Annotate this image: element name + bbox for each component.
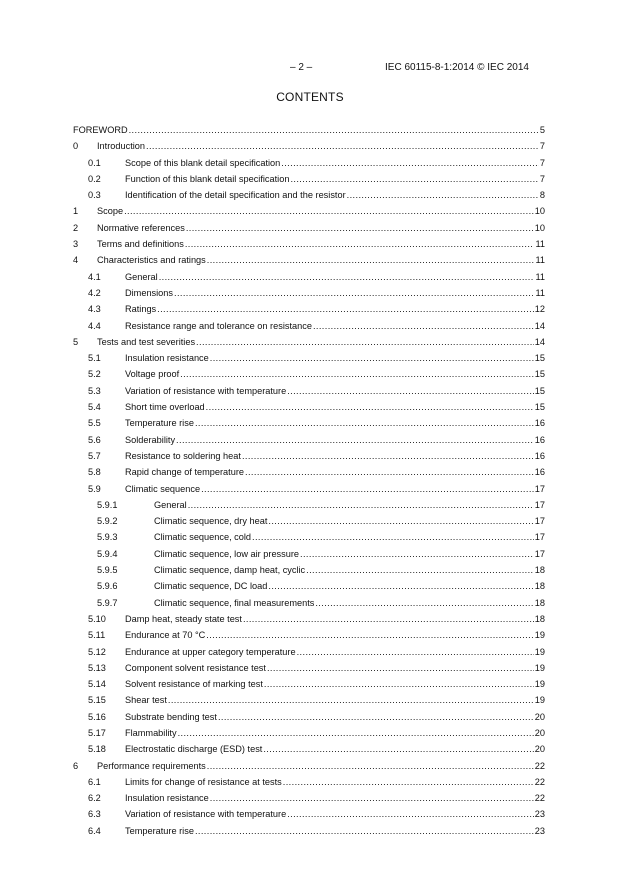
- dot-leader: [168, 694, 534, 706]
- toc-entry-title: Climatic sequence, low air pressure: [154, 548, 300, 559]
- dot-leader: [178, 727, 534, 739]
- toc-entry[interactable]: [73, 580, 545, 596]
- toc-entry-page: 15: [534, 369, 545, 380]
- toc-entry-number: 0.2: [88, 173, 101, 184]
- dot-leader: [176, 434, 534, 446]
- toc-entry-title: Performance requirements: [97, 760, 206, 771]
- toc-entry[interactable]: [73, 808, 545, 824]
- toc-entry[interactable]: [73, 629, 545, 645]
- dot-leader: [315, 597, 533, 609]
- dot-leader: [186, 222, 534, 234]
- toc-entry-page: 22: [534, 776, 545, 787]
- toc-entry-page: 19: [534, 630, 545, 641]
- toc-entry[interactable]: [73, 613, 545, 629]
- toc-entry-page: 18: [534, 613, 545, 624]
- dot-leader: [206, 629, 533, 641]
- toc-entry-number: 5.18: [88, 744, 106, 755]
- toc-entry-title: Rapid change of temperature: [125, 467, 245, 478]
- toc-entry-number: 6.3: [88, 809, 101, 820]
- toc-entry-number: 0: [73, 141, 79, 152]
- toc-entry-title: Terms and definitions: [97, 239, 184, 250]
- toc-entry[interactable]: [73, 401, 545, 417]
- toc-entry-title: Climatic sequence, cold: [154, 532, 252, 543]
- toc-entry[interactable]: [73, 368, 545, 384]
- toc-entry-page: 19: [534, 695, 545, 706]
- dot-leader: [207, 254, 535, 266]
- toc-entry-title: Insulation resistance: [125, 353, 209, 364]
- toc-entry-title: Scope of this blank detail specification: [125, 157, 281, 168]
- toc-entry-page: 15: [534, 402, 545, 413]
- toc-entry-number: 5.9.7: [97, 597, 118, 608]
- toc-entry-page: 14: [534, 336, 545, 347]
- toc-entry[interactable]: [73, 450, 545, 466]
- toc-entry-number: 3: [73, 239, 79, 250]
- toc-entry-title: FOREWORD: [73, 125, 128, 135]
- toc-entry[interactable]: [73, 287, 545, 303]
- toc-entry-title: Climatic sequence, final measurements: [154, 597, 315, 608]
- toc-entry-title: Resistance range and tolerance on resistance: [125, 320, 312, 331]
- toc-entry-number: 5.9.6: [97, 581, 118, 592]
- toc-entry-page: 15: [534, 353, 545, 364]
- toc-entry-title: Ratings: [125, 304, 157, 315]
- dot-leader: [264, 678, 534, 690]
- toc-entry-title: Damp heat, steady state test: [125, 613, 242, 624]
- toc-entry[interactable]: [73, 189, 545, 205]
- toc-entry-number: 5.5: [88, 418, 101, 429]
- toc-entry-number: 5.15: [88, 695, 106, 706]
- toc-entry-page: 18: [534, 581, 545, 592]
- toc-entry-page: 20: [534, 711, 545, 722]
- toc-entry-page: 11: [535, 271, 545, 282]
- toc-entry-title: Endurance at upper category temperature: [125, 646, 296, 657]
- toc-entry-number: 5.6: [88, 434, 101, 445]
- toc-entry[interactable]: [73, 597, 545, 613]
- toc-entry-page: 18: [534, 597, 545, 608]
- toc-entry-page: 19: [534, 662, 545, 673]
- toc-entry[interactable]: [73, 711, 545, 727]
- toc-entry-page: 10: [534, 222, 545, 233]
- dot-leader: [180, 368, 534, 380]
- dot-leader: [347, 189, 539, 201]
- toc-entry-page: 17: [534, 499, 545, 510]
- toc-entry-number: 4.4: [88, 320, 101, 331]
- toc-entry-title: Limits for change of resistance at tests: [125, 776, 282, 787]
- toc-entry-page: 14: [534, 320, 545, 331]
- toc-entry-title: Substrate bending test: [125, 711, 217, 722]
- toc-entry[interactable]: [73, 385, 545, 401]
- toc-entry-number: 5.9.4: [97, 548, 118, 559]
- dot-leader: [188, 499, 534, 511]
- toc-entry-number: 5.9.5: [97, 565, 118, 576]
- toc-entry[interactable]: [73, 124, 545, 140]
- toc-entry[interactable]: [73, 466, 545, 482]
- toc-entry-page: 18: [534, 565, 545, 576]
- toc-entry[interactable]: [73, 336, 545, 352]
- toc-entry-title: Variation of resistance with temperature: [125, 385, 287, 396]
- document-reference: IEC 60115-8-1:2014 © IEC 2014: [385, 62, 529, 73]
- toc-entry-page: 7: [539, 141, 545, 152]
- toc-entry-number: 5.16: [88, 711, 106, 722]
- toc-entry-title: Variation of resistance with temperature: [125, 809, 287, 820]
- toc-entry-page: 19: [534, 646, 545, 657]
- toc-entry-title: Short time overload: [125, 402, 205, 413]
- toc-entry-number: 6.1: [88, 776, 101, 787]
- toc-entry-title: Solvent resistance of marking test: [125, 679, 263, 690]
- toc-entry-number: 5.9.3: [97, 532, 118, 543]
- dot-leader: [297, 646, 534, 658]
- toc-entry-page: 22: [534, 760, 545, 771]
- dot-leader: [210, 352, 534, 364]
- dot-leader: [196, 336, 534, 348]
- toc-entry-title: Characteristics and ratings: [97, 255, 206, 266]
- toc-entry[interactable]: [73, 743, 545, 759]
- toc-entry-title: Endurance at 70 °C: [125, 630, 206, 641]
- toc-entry-number: 4: [73, 255, 79, 266]
- dot-leader: [195, 825, 534, 837]
- toc-entry-page: 12: [534, 304, 545, 315]
- toc-entry-number: 4.2: [88, 287, 101, 298]
- toc-entry[interactable]: [73, 173, 545, 189]
- toc-entry-number: 5.12: [88, 646, 106, 657]
- toc-entry-number: 0.3: [88, 190, 101, 201]
- toc-entry-title: Insulation resistance: [125, 793, 209, 804]
- contents-heading: CONTENTS: [276, 90, 344, 104]
- dot-leader: [174, 287, 534, 299]
- toc-entry[interactable]: [73, 222, 545, 238]
- toc-entry-title: Temperature rise: [125, 825, 194, 836]
- toc-entry-title: Climatic sequence, dry heat: [154, 516, 268, 527]
- toc-entry-number: 6.4: [88, 825, 101, 836]
- toc-entry[interactable]: [73, 564, 545, 580]
- toc-entry-number: 5.14: [88, 679, 106, 690]
- toc-entry-number: 5.11: [88, 630, 106, 641]
- toc-entry-page: 7: [539, 173, 545, 184]
- toc-entry-title: Component solvent resistance test: [125, 662, 266, 673]
- toc-entry-number: 6: [73, 760, 79, 771]
- toc-entry-title: General: [125, 271, 158, 282]
- toc-entry-title: Temperature rise: [125, 418, 194, 429]
- toc-entry-title: Identification of the detail specification and the resistor: [125, 190, 346, 201]
- dot-leader: [283, 776, 534, 788]
- toc-entry-number: 5.17: [88, 727, 106, 738]
- toc-entry-page: 11: [535, 255, 545, 266]
- toc-entry-number: 5.8: [88, 467, 101, 478]
- toc-entry[interactable]: [73, 646, 545, 662]
- toc-entry[interactable]: [73, 140, 545, 156]
- toc-entry-title: Normative references: [97, 222, 185, 233]
- toc-entry-number: 5.3: [88, 385, 101, 396]
- toc-entry-page: 5: [539, 125, 545, 135]
- dot-leader: [185, 238, 535, 250]
- dot-leader: [207, 760, 534, 772]
- toc-entry[interactable]: [73, 499, 545, 515]
- dot-leader: [300, 548, 534, 560]
- toc-entry-page: 17: [534, 548, 545, 559]
- toc-entry[interactable]: [73, 792, 545, 808]
- toc-entry-page: 17: [534, 532, 545, 543]
- toc-entry[interactable]: [73, 694, 545, 710]
- toc-entry-title: Voltage proof: [125, 369, 180, 380]
- page-number: – 2 –: [290, 62, 313, 73]
- toc-entry-title: Climatic sequence: [125, 483, 201, 494]
- dot-leader: [195, 417, 534, 429]
- dot-leader: [267, 662, 534, 674]
- dot-leader: [218, 711, 534, 723]
- toc-entry[interactable]: [73, 434, 545, 450]
- toc-entry-title: Electrostatic discharge (ESD) test: [125, 744, 263, 755]
- toc-entry-page: 10: [534, 206, 545, 217]
- toc-entry-number: 4.1: [88, 271, 101, 282]
- dot-leader: [146, 140, 539, 152]
- toc-entry-title: Climatic sequence, damp heat, cyclic: [154, 565, 306, 576]
- toc-entry[interactable]: [73, 320, 545, 336]
- toc-entry[interactable]: [73, 417, 545, 433]
- dot-leader: [281, 157, 539, 169]
- toc-entry-page: 16: [534, 467, 545, 478]
- toc-entry-number: 2: [73, 222, 79, 233]
- toc-entry-title: Dimensions: [125, 287, 173, 298]
- toc-entry[interactable]: [73, 205, 545, 221]
- toc-entry[interactable]: [73, 760, 545, 776]
- toc-entry-number: 5.9.1: [97, 499, 118, 510]
- toc-entry-page: 20: [534, 727, 545, 738]
- toc-entry-title: Flammability: [125, 727, 177, 738]
- toc-entry-page: 8: [539, 190, 545, 201]
- toc-entry-title: Tests and test severities: [97, 336, 196, 347]
- toc-entry-page: 16: [534, 418, 545, 429]
- toc-entry-number: 0.1: [88, 157, 101, 168]
- toc-entry-title: Scope: [97, 206, 124, 217]
- table-of-contents: [73, 124, 545, 841]
- toc-entry-page: 22: [534, 793, 545, 804]
- toc-entry-number: 6.2: [88, 793, 101, 804]
- toc-entry-page: 16: [534, 450, 545, 461]
- toc-entry-page: 20: [534, 744, 545, 755]
- toc-entry-number: 5.13: [88, 662, 106, 673]
- toc-entry[interactable]: [73, 727, 545, 743]
- dot-leader: [245, 466, 534, 478]
- toc-entry-page: 7: [539, 157, 545, 168]
- dot-leader: [313, 320, 534, 332]
- toc-entry-number: 1: [73, 206, 79, 217]
- toc-entry[interactable]: [73, 352, 545, 368]
- toc-entry-number: 4.3: [88, 304, 101, 315]
- dot-leader: [159, 271, 535, 283]
- toc-entry-page: 17: [534, 483, 545, 494]
- toc-entry-title: Function of this blank detail specification: [125, 173, 290, 184]
- toc-entry-page: 11: [535, 287, 545, 298]
- toc-entry[interactable]: [73, 678, 545, 694]
- toc-entry-number: 5.4: [88, 402, 101, 413]
- toc-entry-number: 5: [73, 336, 79, 347]
- toc-entry-title: Climatic sequence, DC load: [154, 581, 268, 592]
- toc-entry[interactable]: [73, 531, 545, 547]
- dot-leader: [206, 401, 534, 413]
- dot-leader: [242, 450, 534, 462]
- dot-leader: [157, 303, 534, 315]
- toc-entry-number: 5.2: [88, 369, 101, 380]
- toc-entry[interactable]: [73, 238, 545, 254]
- dot-leader: [124, 205, 534, 217]
- toc-entry-page: 23: [534, 809, 545, 820]
- toc-entry[interactable]: [73, 157, 545, 173]
- toc-entry-number: 5.1: [88, 353, 101, 364]
- toc-entry-page: 15: [534, 385, 545, 396]
- dot-leader: [268, 515, 533, 527]
- dot-leader: [129, 124, 539, 136]
- toc-entry[interactable]: [73, 303, 545, 319]
- toc-entry[interactable]: [73, 825, 545, 841]
- toc-entry-title: Shear test: [125, 695, 167, 706]
- toc-entry-page: 11: [535, 239, 545, 250]
- dot-leader: [287, 808, 534, 820]
- toc-entry-page: 19: [534, 679, 545, 690]
- toc-entry-number: 5.10: [88, 613, 106, 624]
- dot-leader: [287, 385, 534, 397]
- toc-entry-page: 23: [534, 825, 545, 836]
- dot-leader: [306, 564, 534, 576]
- toc-entry-number: 5.7: [88, 450, 101, 461]
- toc-entry-page: 17: [534, 516, 545, 527]
- toc-entry-number: 5.9: [88, 483, 101, 494]
- toc-entry[interactable]: [73, 271, 545, 287]
- toc-entry[interactable]: [73, 776, 545, 792]
- dot-leader: [210, 792, 534, 804]
- toc-entry-page: 16: [534, 434, 545, 445]
- toc-entry[interactable]: [73, 254, 545, 270]
- dot-leader: [268, 580, 533, 592]
- dot-leader: [290, 173, 538, 185]
- toc-entry[interactable]: [73, 662, 545, 678]
- toc-entry[interactable]: [73, 548, 545, 564]
- toc-entry-title: Resistance to soldering heat: [125, 450, 241, 461]
- toc-entry-title: Introduction: [97, 141, 146, 152]
- toc-entry-title: Solderability: [125, 434, 176, 445]
- toc-entry[interactable]: [73, 515, 545, 531]
- dot-leader: [201, 483, 534, 495]
- toc-entry-title: General: [154, 499, 187, 510]
- toc-entry[interactable]: [73, 483, 545, 499]
- dot-leader: [263, 743, 533, 755]
- dot-leader: [252, 531, 534, 543]
- dot-leader: [243, 613, 534, 625]
- toc-entry-number: 5.9.2: [97, 516, 118, 527]
